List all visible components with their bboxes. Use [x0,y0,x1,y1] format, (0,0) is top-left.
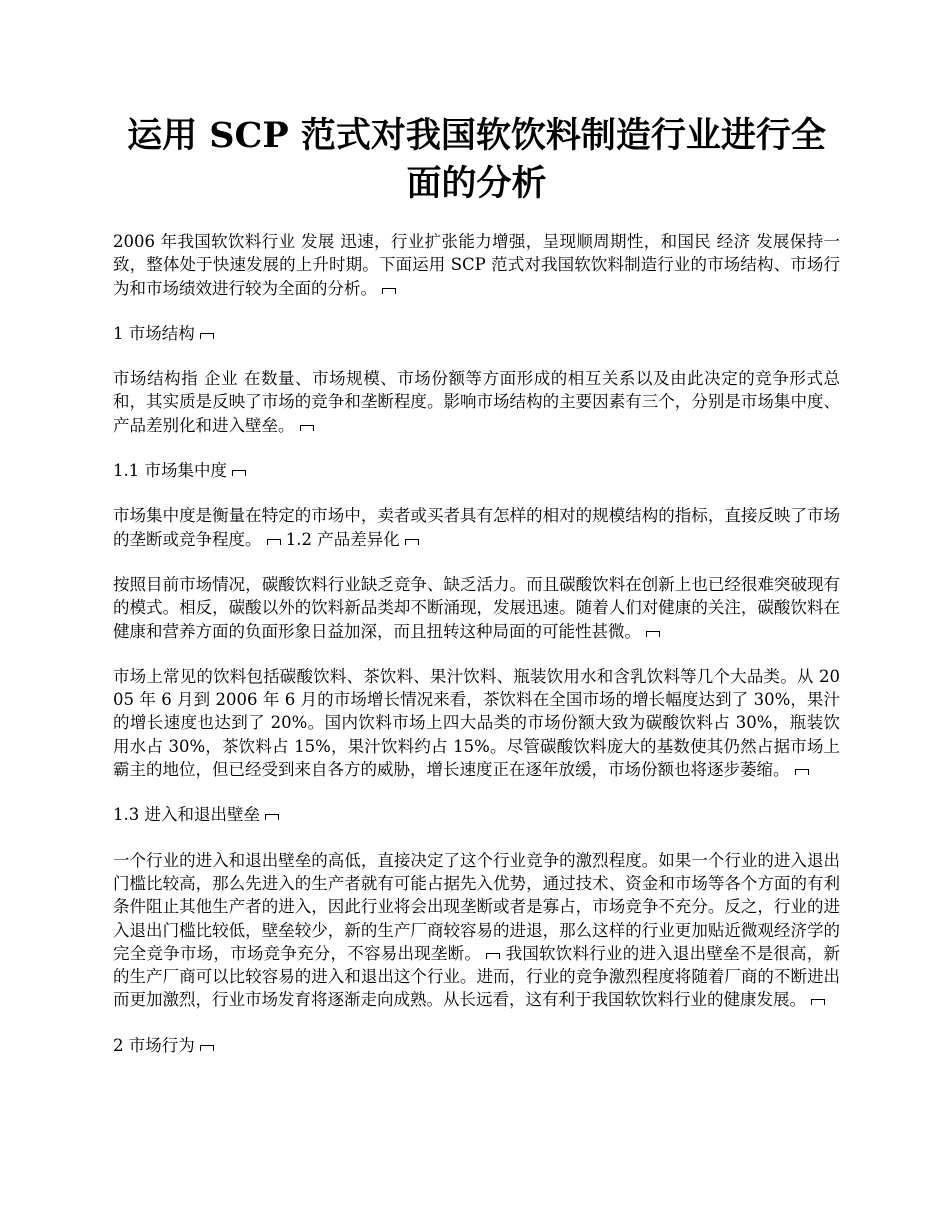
paragraph-mark-icon [232,467,246,477]
document-title: 运用 SCP 范式对我国软饮料制造行业进行全面的分析 [127,115,826,204]
section-heading-concentration [113,459,840,482]
paragraph-mark-icon [382,285,396,295]
paragraph-mark-icon [811,996,825,1006]
paragraph-mark-icon [200,1042,214,1052]
heading-text: 1.3 进入和退出壁垒 [113,805,260,825]
paragraph-mark-icon [646,628,660,638]
paragraph-text: 一个行业的进入和退出壁垒的高低，直接决定了这个行业竞争的激烈程度。如果一个行业的进入退出门槛比较高，那么先进入的生产者就有可能占据先入优势，通过技术、资金和市场等各个方面的有利条件阻止其他生产者的进入，因此行业将会出现垄断或者是寡占，市场竞争不充分。反之，行业的进入退出门槛比较低，壁垒较少，新的生产厂商较容易的进退，那么这样的行业更加贴近微观经济学的完全竞争市场，市场竞争充分，不容易出现垄断。 [113,850,840,963]
concentration-paragraph [113,504,840,551]
paragraph-mark-icon [300,422,314,432]
barriers-paragraph [113,849,840,1012]
paragraph-mark-icon [486,950,500,960]
differentiation-paragraph [113,573,840,643]
section-heading-market-behavior [113,1034,840,1057]
intro-paragraph [113,230,840,300]
document-page [113,112,840,1079]
market-structure-paragraph [113,367,840,437]
paragraph-text: 市场上常见的饮料包括碳酸饮料、茶饮料、果汁饮料、瓶装饮用水和含乳饮料等几个大品类。从 2005 年 6 月到 2006 年 6 月的市场增长情况来看，茶饮料在全国市场的增长幅度达到了 30%，果汁的增长速度也达到了 20%。国内饮料市场上四大品类的市场份额大致为碳酸饮料占 30%，瓶装饮用水占 30%，茶饮料占 15%，果汁饮料约占 15%。尽管碳酸饮料庞大的基数使其仍然占据市场上霸主的地位，但已经受到来自各方的威胁，增长速度正在逐年放缓，市场份额也将逐步萎缩。 [113,666,840,780]
paragraph-text: 2006 年我国软饮料行业 发展 迅速，行业扩张能力增强，呈现顺周期性，和国民 经济 发展保持一致，整体处于快速发展的上升时期。下面运用 SCP 范式对我国软饮料制造行业的市场结构、市场行为和市场绩效进行较为全面的分析。 [113,232,840,298]
section-heading-market-structure [113,322,840,345]
inline-heading-differentiation: 1.2 产品差异化 [285,529,400,549]
paragraph-text: 市场集中度是衡量在特定的市场中，卖者或买者具有怎样的相对的规模结构的指标，直接反映了市场的垄断或竞争程度。 [113,506,840,549]
beverage-market-paragraph [113,665,840,781]
paragraph-continuation-text: 我国软饮料行业的进入退出壁垒不是很高，新的生产厂商可以比较容易的进入和退出这个行业。进而，行业的竞争激烈程度将随着厂商的不断进出而更加激烈，行业市场发育将逐渐走向成熟。从长远看，这有利于我国软饮料行业的健康发展。 [113,943,841,1010]
paragraph-text: 按照目前市场情况，碳酸饮料行业缺乏竞争、缺乏活力。而且碳酸饮料在创新上也已经很难突破现有的模式。相反，碳酸以外的饮料新品类却不断涌现，发展迅速。随着人们对健康的关注，碳酸饮料在健康和营养方面的负面形象日益加深，而且扭转这种局面的可能性甚微。 [113,574,840,641]
paragraph-text: 市场结构指 企业 在数量、市场规模、市场份额等方面形成的相互关系以及由此决定的竞争形式总和，其实质是反映了市场的竞争和垄断程度。影响市场结构的主要因素有三个，分别是市场集中度、产品差别化和进入壁垒。 [113,369,840,435]
section-heading-barriers [113,803,840,826]
paragraph-mark-icon [265,811,279,821]
heading-text: 1 市场结构 [113,323,195,343]
heading-text: 1.1 市场集中度 [113,461,227,481]
paragraph-mark-icon [200,330,214,340]
paragraph-mark-icon [267,536,281,546]
paragraph-mark-icon [795,766,809,776]
paragraph-mark-icon [405,536,419,546]
heading-text: 2 市场行为 [113,1035,195,1055]
